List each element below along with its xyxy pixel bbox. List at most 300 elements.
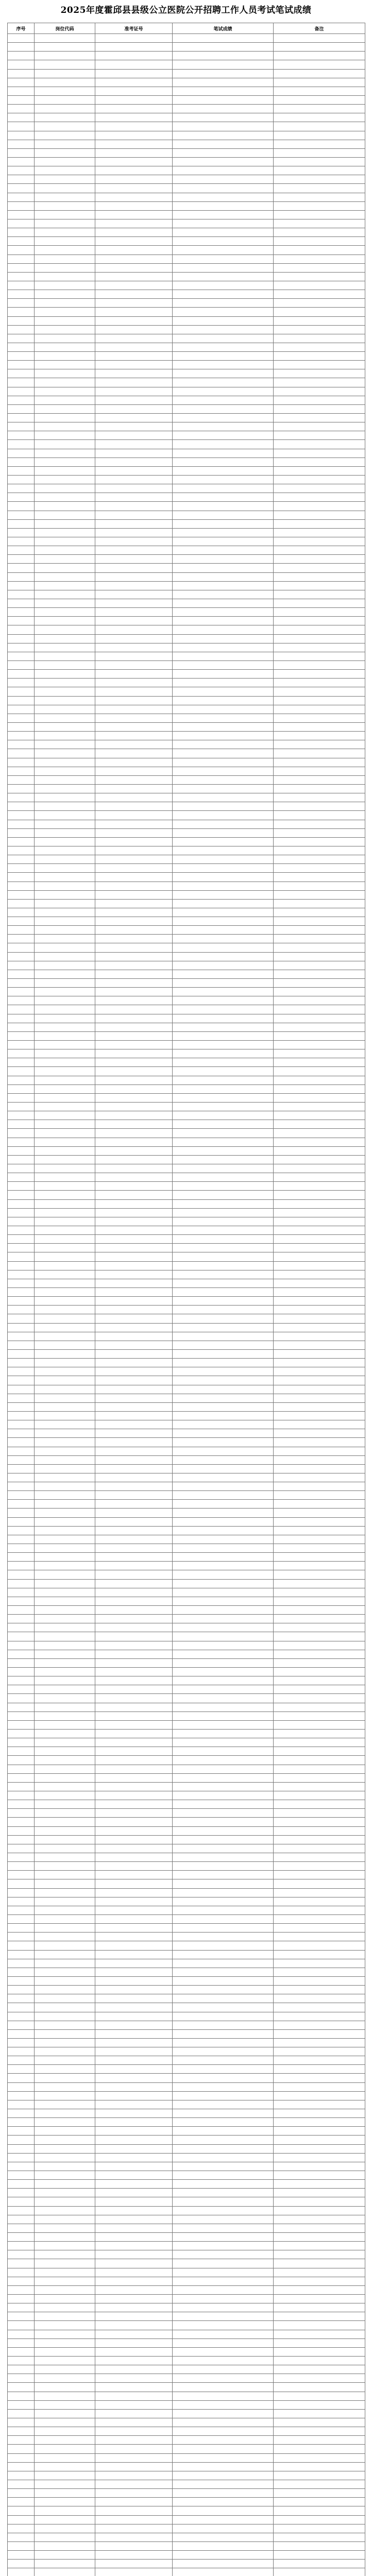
cell-serial-number [8,113,35,122]
cell-position-code [35,493,95,502]
table-row [8,1879,365,1888]
cell-serial-number [8,1208,35,1217]
table-row [8,864,365,873]
cell-written-exam-score [173,1632,274,1641]
cell-position-code [35,758,95,767]
table-row [8,122,365,131]
cell-remarks [274,1888,365,1897]
cell-admission-ticket-number [95,1226,173,1234]
cell-admission-ticket-number [95,2498,173,2506]
cell-remarks [274,1809,365,1818]
table-row [8,1341,365,1349]
cell-written-exam-score [173,484,274,493]
cell-remarks [274,457,365,466]
cell-position-code [35,2091,95,2100]
cell-admission-ticket-number [95,882,173,890]
cell-position-code [35,2259,95,2268]
cell-written-exam-score [173,564,274,572]
cell-remarks [274,1041,365,1049]
cell-serial-number [8,157,35,166]
cell-admission-ticket-number [95,1588,173,1597]
cell-written-exam-score [173,140,274,148]
cell-position-code [35,1146,95,1155]
cell-admission-ticket-number [95,1933,173,1941]
cell-remarks [274,1120,365,1129]
cell-serial-number [8,1111,35,1120]
cell-written-exam-score [173,1482,274,1491]
cell-position-code [35,95,95,104]
cell-position-code [35,1676,95,1685]
cell-remarks [274,1897,365,1906]
cell-written-exam-score [173,1297,274,1306]
table-row [8,696,365,705]
cell-written-exam-score [173,1668,274,1676]
table-row [8,1217,365,1226]
cell-remarks [274,837,365,846]
cell-written-exam-score [173,882,274,890]
cell-admission-ticket-number [95,1235,173,1244]
cell-serial-number [8,1005,35,1014]
table-row [8,2338,365,2347]
cell-serial-number [8,643,35,652]
cell-position-code [35,1588,95,1597]
cell-written-exam-score [173,1747,274,1756]
cell-serial-number [8,537,35,546]
cell-position-code [35,828,95,837]
cell-admission-ticket-number [95,1138,173,1146]
cell-written-exam-score [173,2189,274,2197]
cell-admission-ticket-number [95,890,173,899]
cell-admission-ticket-number [95,2568,173,2576]
cell-remarks [274,1818,365,1826]
cell-position-code [35,2074,95,2082]
cell-remarks [274,1641,365,1650]
cell-admission-ticket-number [95,1888,173,1897]
cell-position-code [35,2453,95,2462]
cell-position-code [35,1553,95,1562]
cell-serial-number [8,1914,35,1923]
cell-written-exam-score [173,855,274,864]
cell-written-exam-score [173,1093,274,1102]
cell-remarks [274,1941,365,1950]
table-row [8,1473,365,1482]
cell-serial-number [8,1103,35,1111]
cell-serial-number [8,201,35,210]
cell-serial-number [8,219,35,228]
cell-position-code [35,1491,95,1500]
cell-admission-ticket-number [95,1650,173,1658]
cell-remarks [274,590,365,599]
cell-remarks [274,652,365,660]
cell-written-exam-score [173,1933,274,1941]
cell-serial-number [8,943,35,952]
cell-remarks [274,1933,365,1941]
cell-position-code [35,519,95,528]
cell-remarks [274,767,365,775]
cell-admission-ticket-number [95,404,173,413]
cell-written-exam-score [173,1014,274,1023]
cell-serial-number [8,1562,35,1570]
table-row [8,1014,365,1023]
cell-admission-ticket-number [95,2242,173,2250]
cell-remarks [274,493,365,502]
table-row [8,625,365,634]
cell-remarks [274,2065,365,2074]
cell-remarks [274,2480,365,2488]
cell-remarks [274,1844,365,1853]
cell-written-exam-score [173,1500,274,1509]
cell-position-code [35,2197,95,2206]
cell-position-code [35,2506,95,2515]
cell-position-code [35,334,95,343]
cell-written-exam-score [173,1579,274,1588]
table-row [8,758,365,767]
cell-remarks [274,1491,365,1500]
cell-serial-number [8,2189,35,2197]
cell-serial-number [8,564,35,572]
cell-written-exam-score [173,2551,274,2560]
cell-admission-ticket-number [95,263,173,272]
cell-written-exam-score [173,1976,274,1985]
cell-remarks [274,1226,365,1234]
table-row [8,793,365,802]
table-row [8,970,365,978]
cell-position-code [35,1756,95,1765]
cell-serial-number [8,122,35,131]
cell-serial-number [8,502,35,511]
cell-serial-number [8,722,35,731]
cell-serial-number [8,457,35,466]
cell-remarks [274,1138,365,1146]
cell-written-exam-score [173,1879,274,1888]
cell-written-exam-score [173,361,274,369]
cell-serial-number [8,228,35,237]
cell-position-code [35,352,95,361]
cell-remarks [274,2082,365,2091]
cell-admission-ticket-number [95,2462,173,2471]
cell-position-code [35,820,95,828]
cell-serial-number [8,440,35,449]
cell-written-exam-score [173,263,274,272]
cell-remarks [274,705,365,714]
cell-position-code [35,2427,95,2436]
cell-written-exam-score [173,775,274,784]
cell-written-exam-score [173,714,274,722]
cell-written-exam-score [173,846,274,855]
cell-serial-number [8,466,35,475]
cell-admission-ticket-number [95,1862,173,1871]
cell-written-exam-score [173,1270,274,1279]
cell-position-code [35,2383,95,2392]
cell-written-exam-score [173,2242,274,2250]
cell-remarks [274,2427,365,2436]
table-row [8,299,365,308]
table-row [8,2365,365,2374]
table-row [8,1526,365,1535]
table-row [8,352,365,361]
cell-written-exam-score [173,2065,274,2074]
cell-position-code [35,246,95,255]
cell-remarks [274,484,365,493]
results-table-body [8,34,365,2576]
cell-written-exam-score [173,546,274,555]
cell-admission-ticket-number [95,334,173,343]
table-row [8,882,365,890]
cell-written-exam-score [173,1959,274,1968]
cell-serial-number [8,1323,35,1332]
cell-admission-ticket-number [95,184,173,193]
cell-position-code [35,2118,95,2127]
table-row [8,457,365,466]
cell-position-code [35,193,95,201]
cell-written-exam-score [173,2471,274,2480]
cell-written-exam-score [173,1738,274,1747]
cell-position-code [35,1791,95,1800]
cell-position-code [35,2365,95,2374]
cell-remarks [274,1632,365,1641]
cell-serial-number [8,69,35,78]
table-row [8,1447,365,1455]
cell-remarks [274,555,365,564]
cell-written-exam-score [173,2021,274,2029]
cell-position-code [35,87,95,95]
cell-written-exam-score [173,2347,274,2356]
cell-remarks [274,148,365,157]
cell-position-code [35,1138,95,1146]
cell-serial-number [8,696,35,705]
cell-serial-number [8,361,35,369]
table-row [8,1429,365,1438]
cell-admission-ticket-number [95,511,173,519]
cell-position-code [35,581,95,590]
cell-serial-number [8,449,35,457]
cell-admission-ticket-number [95,1879,173,1888]
cell-remarks [274,1455,365,1464]
cell-position-code [35,1306,95,1314]
cell-remarks [274,1588,365,1597]
cell-position-code [35,1509,95,1517]
cell-remarks [274,2224,365,2232]
cell-serial-number [8,2541,35,2550]
cell-admission-ticket-number [95,1376,173,1385]
table-row [8,1411,365,1420]
table-row [8,2312,365,2321]
cell-written-exam-score [173,1447,274,1455]
cell-position-code [35,2418,95,2427]
cell-written-exam-score [173,687,274,696]
cell-admission-ticket-number [95,705,173,714]
cell-written-exam-score [173,2462,274,2471]
cell-position-code [35,2409,95,2418]
cell-serial-number [8,784,35,793]
cell-written-exam-score [173,1968,274,1976]
cell-serial-number [8,2259,35,2268]
cell-remarks [274,908,365,917]
cell-serial-number [8,60,35,69]
cell-admission-ticket-number [95,749,173,758]
cell-position-code [35,511,95,519]
cell-remarks [274,2215,365,2224]
cell-admission-ticket-number [95,2356,173,2365]
cell-admission-ticket-number [95,1279,173,1287]
cell-admission-ticket-number [95,617,173,625]
cell-admission-ticket-number [95,988,173,996]
table-row [8,201,365,210]
cell-position-code [35,2100,95,2109]
cell-remarks [274,2091,365,2100]
cell-admission-ticket-number [95,2189,173,2197]
cell-remarks [274,60,365,69]
table-row [8,1800,365,1809]
cell-admission-ticket-number [95,201,173,210]
cell-admission-ticket-number [95,687,173,696]
cell-position-code [35,1597,95,1605]
cell-admission-ticket-number [95,1570,173,1579]
cell-remarks [274,105,365,113]
table-row [8,343,365,351]
cell-admission-ticket-number [95,422,173,431]
cell-remarks [274,2330,365,2338]
table-row [8,334,365,343]
cell-admission-ticket-number [95,1349,173,1358]
cell-written-exam-score [173,1906,274,1914]
cell-position-code [35,2436,95,2445]
cell-position-code [35,396,95,404]
cell-written-exam-score [173,2295,274,2303]
cell-remarks [274,581,365,590]
cell-position-code [35,2471,95,2480]
cell-remarks [274,34,365,43]
cell-serial-number [8,899,35,908]
cell-position-code [35,414,95,422]
table-row [8,1049,365,1058]
cell-remarks [274,2506,365,2515]
cell-written-exam-score [173,378,274,387]
cell-remarks [274,687,365,696]
cell-serial-number [8,1730,35,1738]
table-row [8,193,365,201]
cell-serial-number [8,1703,35,1711]
table-row [8,1235,365,1244]
cell-position-code [35,679,95,687]
cell-serial-number [8,1023,35,1031]
cell-remarks [274,1182,365,1191]
cell-position-code [35,2268,95,2277]
cell-serial-number [8,2021,35,2029]
cell-written-exam-score [173,1420,274,1429]
cell-written-exam-score [173,625,274,634]
cell-serial-number [8,590,35,599]
cell-written-exam-score [173,890,274,899]
cell-written-exam-score [173,1306,274,1314]
table-row [8,1986,365,1994]
cell-written-exam-score [173,1588,274,1597]
cell-remarks [274,69,365,78]
table-row [8,590,365,599]
cell-serial-number [8,2524,35,2533]
table-row [8,2118,365,2127]
cell-position-code [35,775,95,784]
cell-serial-number [8,846,35,855]
cell-position-code [35,926,95,935]
cell-serial-number [8,1491,35,1500]
cell-position-code [35,705,95,714]
table-row [8,2029,365,2038]
cell-serial-number [8,1129,35,1138]
cell-position-code [35,1826,95,1835]
table-row [8,1562,365,1570]
cell-written-exam-score [173,1597,274,1605]
cell-written-exam-score [173,52,274,60]
cell-serial-number [8,2285,35,2294]
cell-position-code [35,131,95,140]
cell-written-exam-score [173,466,274,475]
cell-serial-number [8,1235,35,1244]
cell-position-code [35,1411,95,1420]
cell-serial-number [8,2003,35,2012]
table-row [8,431,365,440]
cell-remarks [274,926,365,935]
cell-serial-number [8,1535,35,1544]
cell-serial-number [8,1959,35,1968]
cell-written-exam-score [173,299,274,308]
table-row [8,2400,365,2409]
cell-serial-number [8,131,35,140]
cell-written-exam-score [173,387,274,396]
cell-serial-number [8,2268,35,2277]
cell-written-exam-score [173,1226,274,1234]
cell-admission-ticket-number [95,1014,173,1023]
cell-written-exam-score [173,1641,274,1650]
cell-remarks [274,396,365,404]
cell-remarks [274,1544,365,1553]
cell-remarks [274,1826,365,1835]
cell-remarks [274,1526,365,1535]
cell-written-exam-score [173,996,274,1005]
table-row [8,157,365,166]
cell-written-exam-score [173,1765,274,1773]
table-row [8,1058,365,1067]
table-row [8,148,365,157]
cell-written-exam-score [173,2427,274,2436]
cell-written-exam-score [173,1606,274,1615]
cell-position-code [35,2400,95,2409]
cell-admission-ticket-number [95,864,173,873]
cell-admission-ticket-number [95,696,173,705]
cell-remarks [274,1800,365,1809]
cell-written-exam-score [173,1323,274,1332]
cell-admission-ticket-number [95,1826,173,1835]
cell-serial-number [8,1800,35,1809]
cell-position-code [35,1191,95,1199]
cell-admission-ticket-number [95,1562,173,1570]
table-row [8,449,365,457]
cell-remarks [274,1376,365,1385]
cell-admission-ticket-number [95,917,173,926]
cell-written-exam-score [173,105,274,113]
cell-position-code [35,2242,95,2250]
cell-remarks [274,775,365,784]
cell-written-exam-score [173,1217,274,1226]
cell-position-code [35,1879,95,1888]
cell-written-exam-score [173,1359,274,1367]
cell-serial-number [8,528,35,537]
cell-position-code [35,749,95,758]
cell-serial-number [8,281,35,290]
table-row [8,1164,365,1173]
table-row [8,2480,365,2488]
cell-serial-number [8,1076,35,1084]
